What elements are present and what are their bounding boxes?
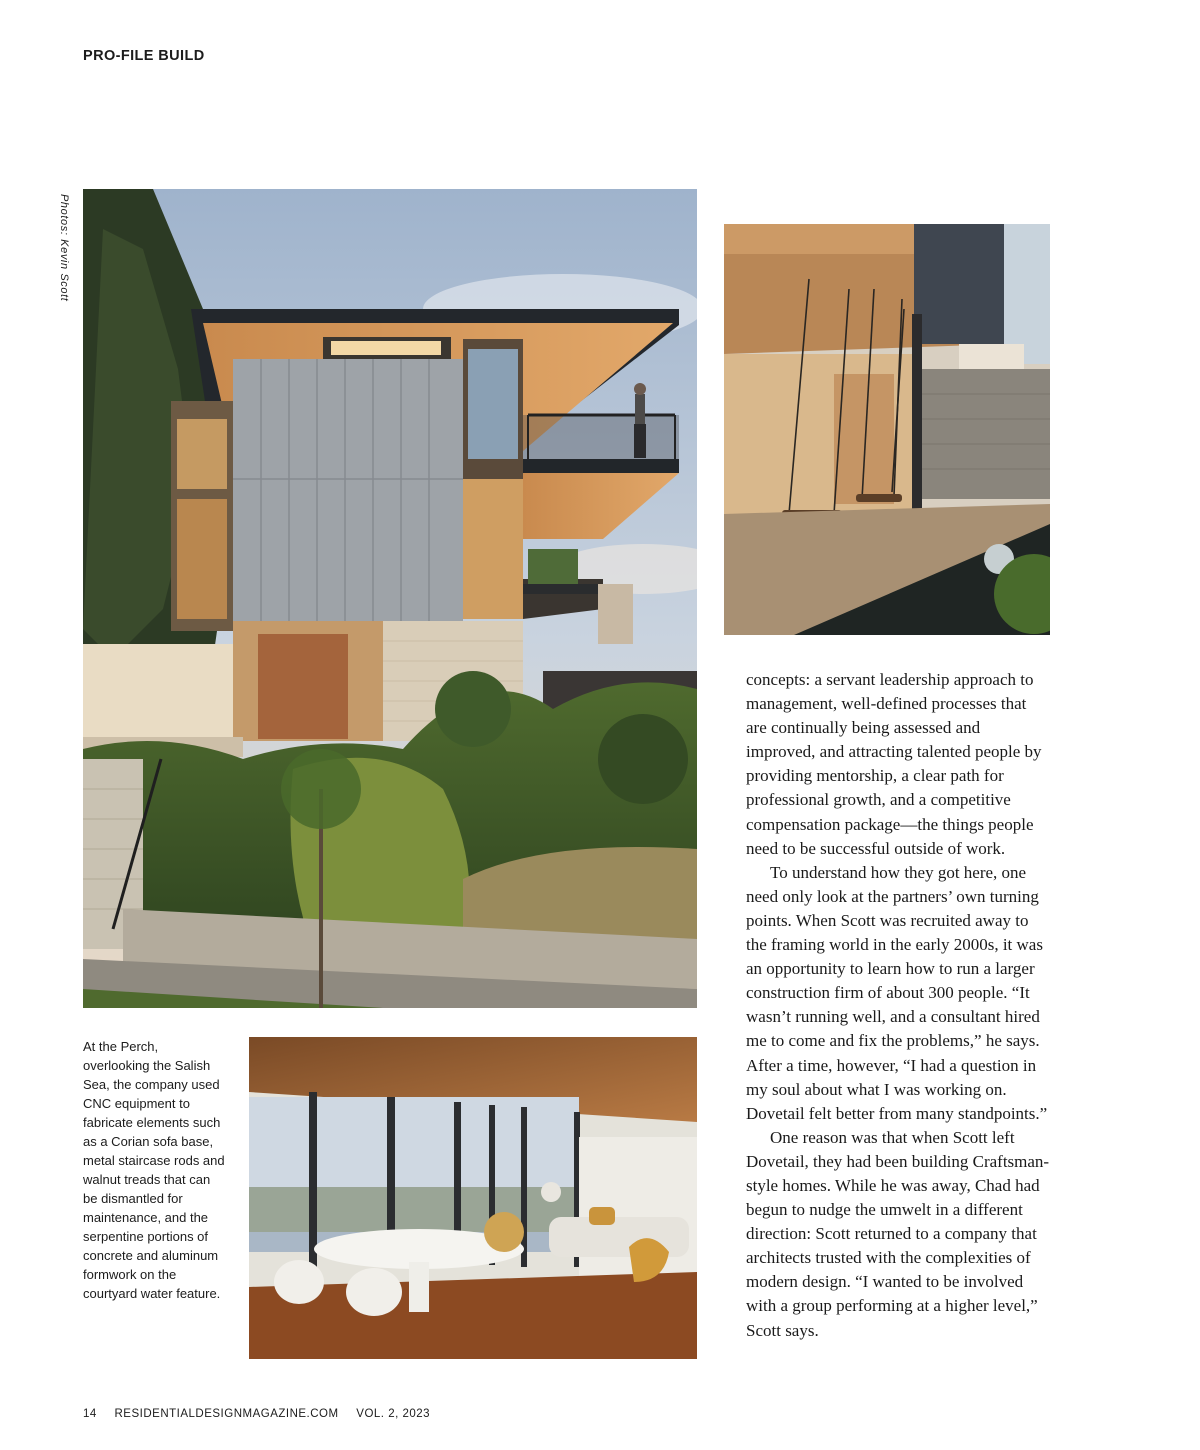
article-body (746, 668, 1050, 1343)
exterior-house-photo (83, 189, 697, 1008)
interior-living-photo (249, 1037, 697, 1359)
page-footer (83, 1408, 444, 1420)
section-label: PRO-FILE BUILD (83, 48, 205, 64)
photo-caption: At the Perch, overlooking the Salish Sea, the company used CNC equipment to fabricate elements such as a Corian sofa base, metal staircase rods and walnut treads that can be dismantled for maintenance, and the serpentine portions of concrete and aluminum formwork on the courtyard water feature. (83, 1039, 225, 1301)
article-paragraph: One reason was that when Scott left Dovetail, they had been building Craftsman-style homes. While he was away, Chad had begun to nudge the umwelt in a different direction: Scott returned to a company that architects trusted with the complexities of modern design. “I wanted to be involved with a group performing at a higher level,” Scott says. (746, 1127, 1050, 1340)
magazine-website: RESIDENTIALDESIGNMAGAZINE.COM (114, 1408, 339, 1420)
article-paragraph: To understand how they got here, one need only look at the partners’ own turning points. When Scott was recruited away to the framing world in the early 2000s, it was an opportunity to learn how to run a larger construction firm of about 300 people. “It wasn’t running well, and a consultant hired me to come and fix the problems,” he says. After a time, however, “I had a question in my soul about what I was working on. Dovetail felt better from many standpoints.” (746, 862, 1048, 1123)
courtyard-swings-photo (724, 224, 1050, 635)
issue-label: VOL. 2, 2023 (356, 1408, 431, 1420)
photo-credit: Photos: Kevin Scott (58, 194, 70, 302)
article-paragraph: concepts: a servant leadership approach to management, well-defined processes that are continually being assessed and improved, and attracting talented people by providing mentorship, a clear path for professional growth, and a competitive compensation package—the things people need to be successful outside of work. (746, 670, 1042, 858)
page-number: 14 (83, 1408, 97, 1420)
